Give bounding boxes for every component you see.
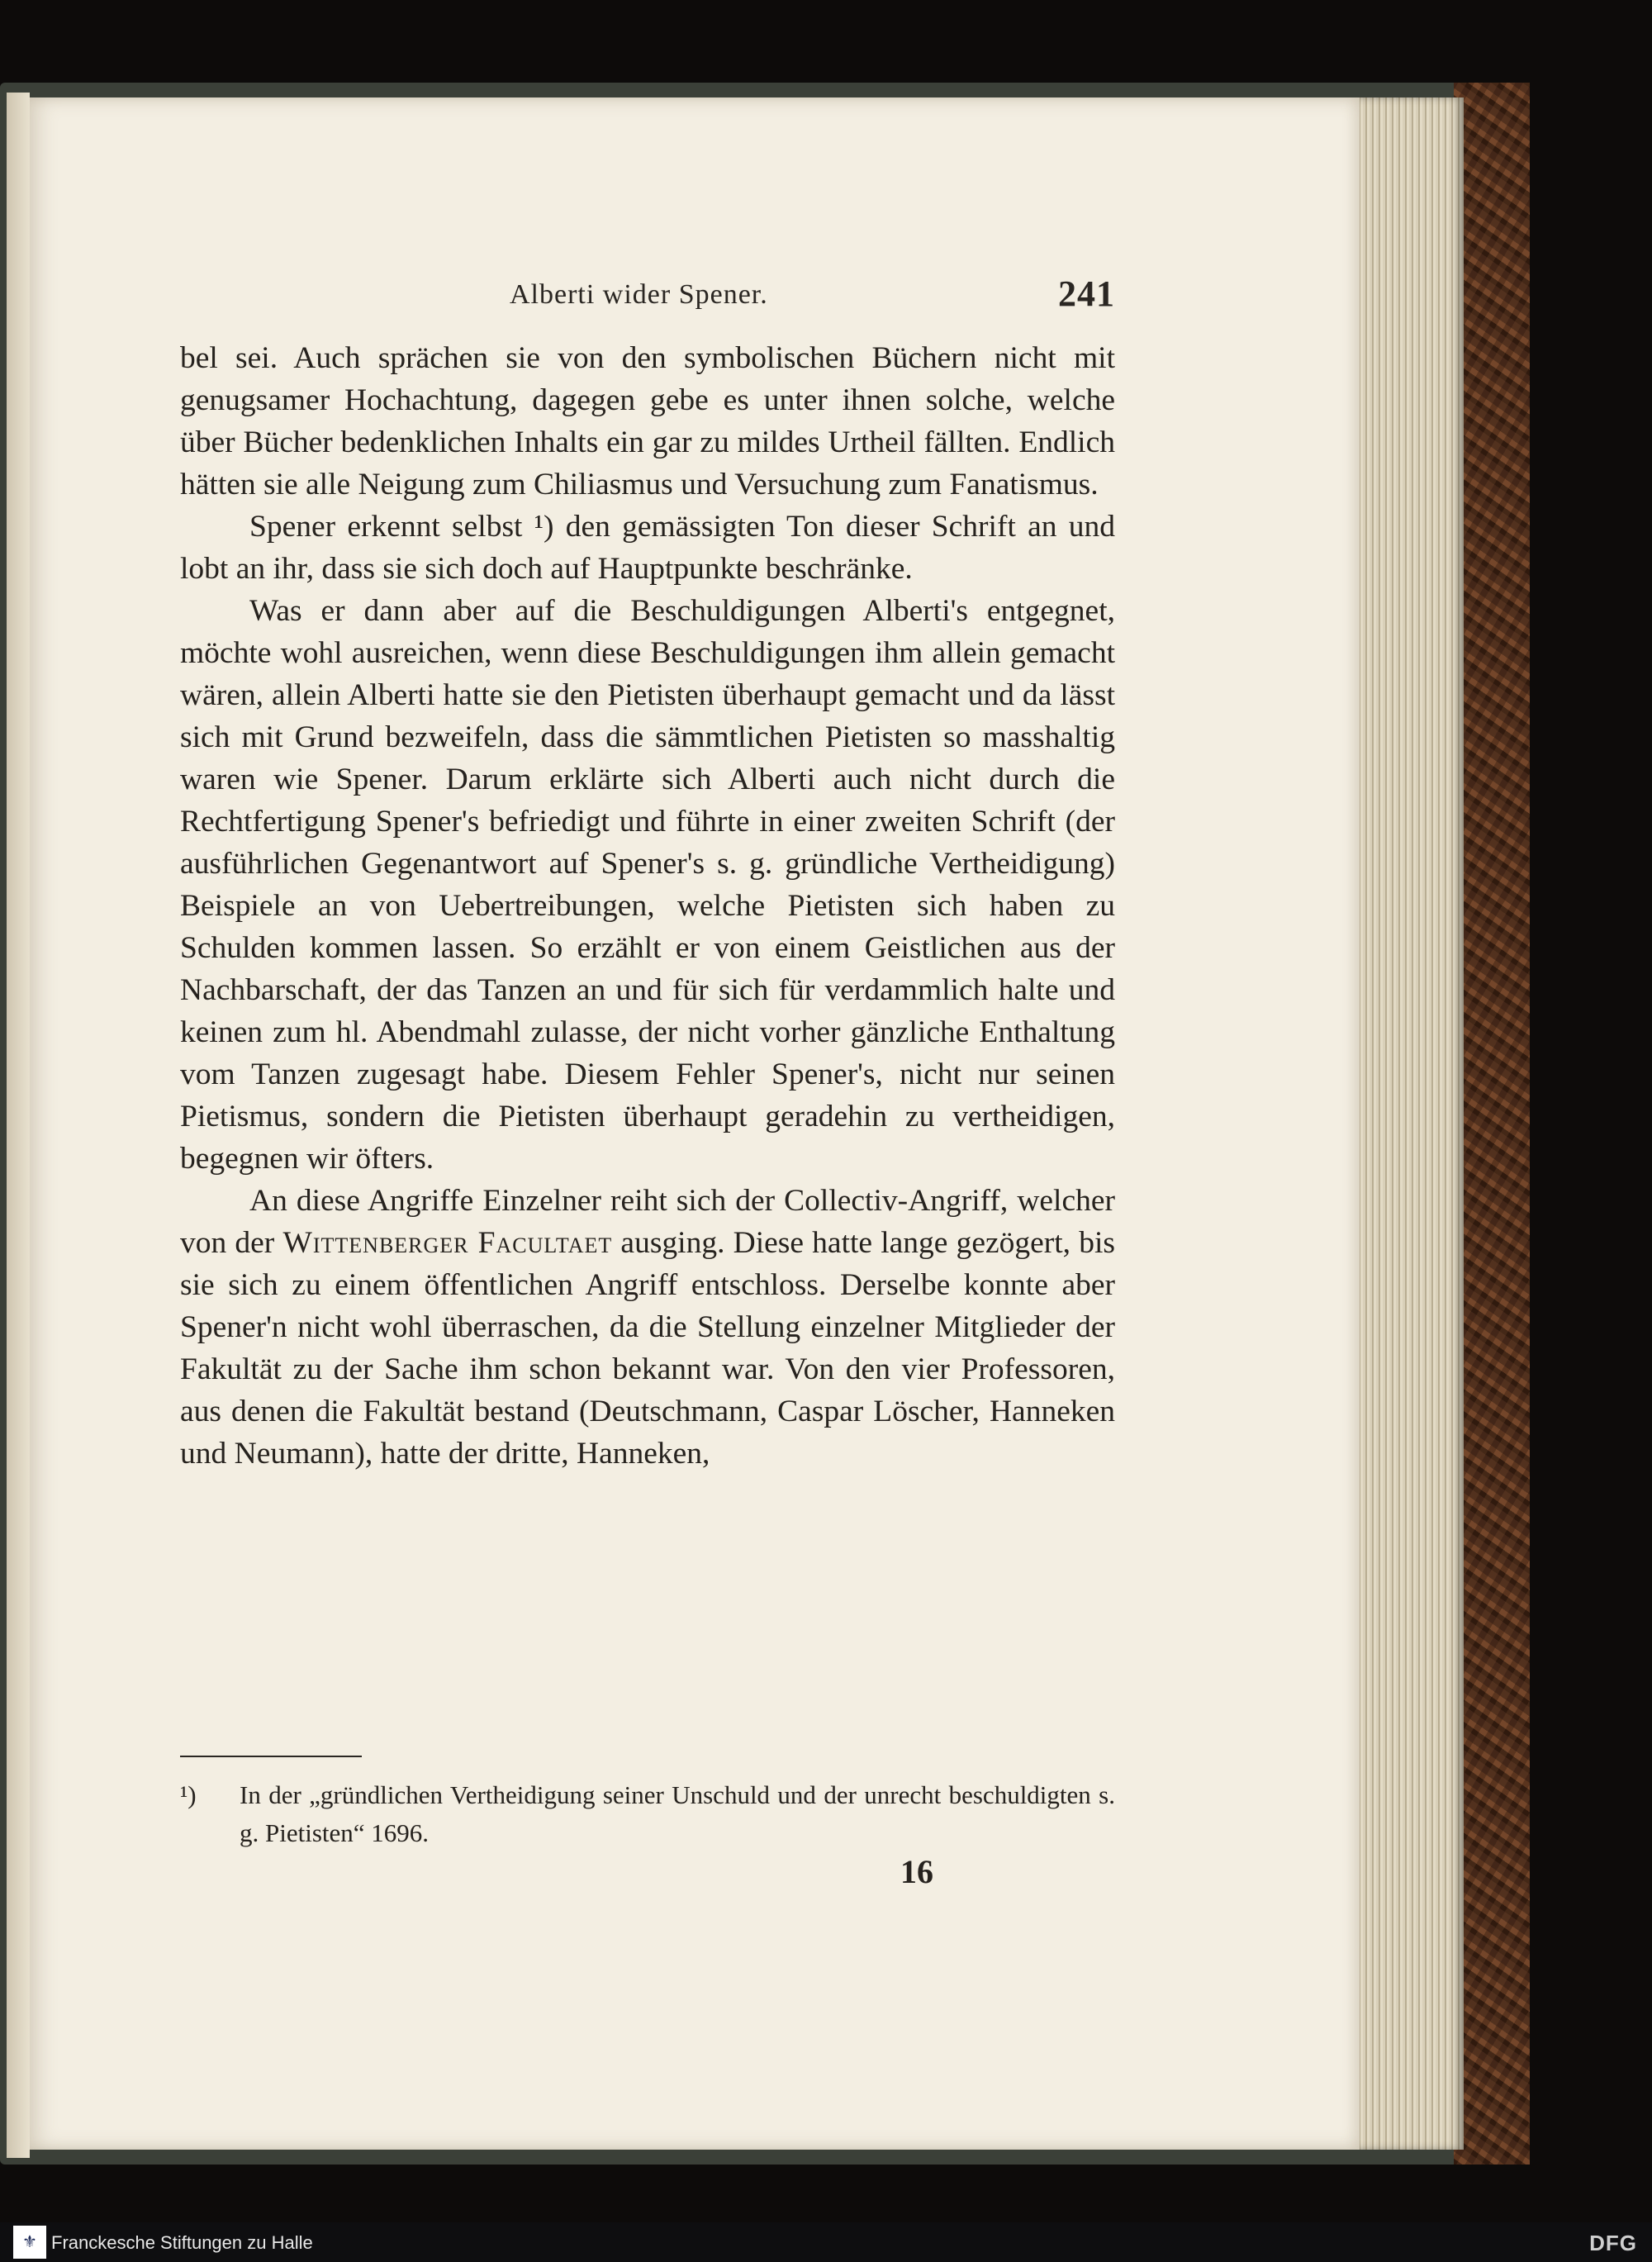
faculty-name-small-caps: Wittenberger Facultaet <box>282 1226 613 1260</box>
footnote-text: In der „gründlichen Vertheidigung seiner Unschuld und der unrecht beschuldigten s. g. Pietisten“ 1696. <box>240 1780 1115 1847</box>
paragraph-4-text-b: ausging. Diese hatte lange gezögert, bis sie sich zu einem öffentlichen Angriff entschloss. Derselbe konnte aber Spener'n nicht wohl überraschen, da die Stellung einzelner Mitglieder der Fakultät zu der Sache ihm schon bekannt war. Von den vier Professoren, aus denen die Fakultät bestand (Deutschmann, Caspar Löscher, Hanneken und Neumann), hatte der dritte, Hanneken, <box>180 1226 1115 1471</box>
marbled-cover-edge <box>1454 83 1530 2165</box>
footnote-rule <box>180 1756 362 1757</box>
paragraph-2-text-b: den gemässigten Ton dieser Schrift an und lobt an ihr, dass sie sich doch auf Hauptpunkte beschränke. <box>180 510 1115 586</box>
paragraph-1: bel sei. Auch sprächen sie von den symbolischen Büchern nicht mit genugsamer Hochachtung, dagegen gebe es unter ihnen solche, welche über Bücher bedenklichen Inhalts ein gar zu mildes Urtheil fällten. Endlich hätten sie alle Neigung zum Chiliasmus und Versuchung zum Fanatismus. <box>180 341 1115 501</box>
institution-logo[interactable] <box>13 2226 46 2259</box>
left-page-edge <box>7 93 30 2158</box>
paragraph-2 <box>180 506 1115 590</box>
paragraph-4-text-a: An diese Angriffe Einzelner reiht sich der Collectiv-Angriff, welcher von der <box>180 1184 1115 1260</box>
paragraph-4 <box>180 1180 1115 1475</box>
paragraph-2-text-a: Spener erkennt selbst <box>249 510 534 544</box>
page-number: 241 <box>1058 273 1115 314</box>
dfg-logo[interactable]: DFG <box>1589 2231 1637 2255</box>
institution-name[interactable]: Franckesche Stiftungen zu Halle <box>51 2232 313 2253</box>
footnote-reference: ¹) <box>534 510 554 544</box>
institution-logo-icon: ⚜ <box>22 2233 37 2251</box>
body-text <box>180 337 1115 1475</box>
running-head-title: Alberti wider Spener. <box>510 279 768 310</box>
signature-mark: 16 <box>900 1853 933 1890</box>
paragraph-3: Was er dann aber auf die Beschuldigungen Alberti's entgegnet, möchte wohl ausreichen, wenn diese Beschuldigungen ihm allein gemacht wären, allein Alberti hatte sie den Pietisten überhaupt gemacht und da lässt sich mit Grund bezweifeln, dass die sämmtlichen Pietisten so masshaltig waren wie Spener. Darum erklärte sich Alberti auch nicht durch die Rechtfertigung Spener's befriedigt und führte in einer zweiten Schrift (der ausführlichen Gegenantwort auf Spener's s. g. gründliche Vertheidigung) Beispiele an von Uebertreibungen, welche Pietisten sich haben zu Schulden kommen lassen. So erzählt er von einem Geistlichen aus der Nachbarschaft, der das Tanzen an und für sich für verdammlich halte und keinen zum hl. Abendmahl zulasse, der nicht vorher gänzliche Enthaltung vom Tanzen zugesagt habe. Diesem Fehler Spener's, nicht nur seinen Pietismus, sondern die Pietisten überhaupt geradehin zu vertheidigen, begegnen wir öfters. <box>180 594 1115 1176</box>
footnote-marker: ¹) <box>180 1780 197 1809</box>
page-block-edges <box>1356 97 1464 2150</box>
running-head <box>496 273 1115 322</box>
footnote <box>180 1776 1115 1852</box>
